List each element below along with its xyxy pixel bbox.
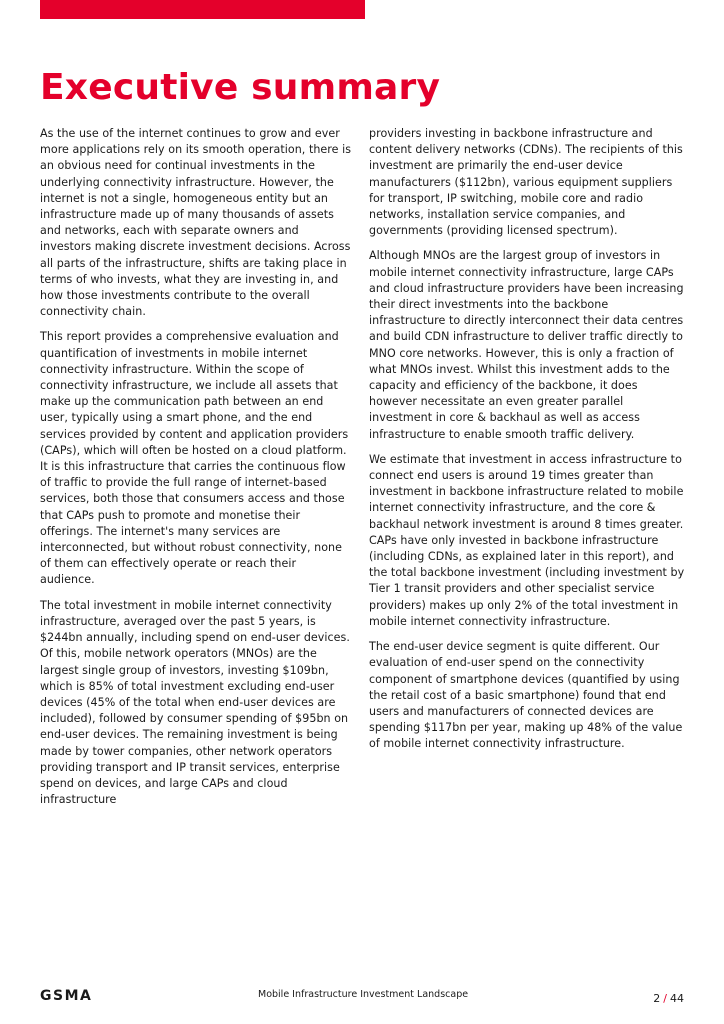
page-number <box>653 992 684 1005</box>
page-title: Executive summary <box>40 67 441 108</box>
paragraph: The end-user device segment is quite different. Our evaluation of end-user spend on the connectivity component of smartphone devices (quantified by using the retail cost of a basic smartphone) found that end users and manufacturers of connected devices are spending $117bn per year, making up 48% of the value of mobile internet connectivity infrastructure. <box>369 640 683 751</box>
left-column <box>40 126 352 817</box>
paragraph: The total investment in mobile internet connectivity infrastructure, averaged over the past 5 years, is $244bn annually, including spend on end-user devices. Of this, mobile network operators (MNOs) are the largest single group of investors, investing $109bn, which is 85% of total investment excluding end-user devices (45% of the total when end-user devices are included), followed by consumer spending of $95bn on end-user devices. The remaining investment is being made by tower companies, other network operators providing transport and IP transit services, enterprise spend on devices, and large CAPs and cloud infrastructure <box>40 598 350 807</box>
footer-report-title: Mobile Infrastructure Investment Landscape <box>258 989 469 1000</box>
paragraph: We estimate that investment in access infrastructure to connect end users is around 19 times greater than investment in backbone infrastructure related to mobile internet connectivity infrastructure, and the core & backhaul network investment is around 8 times greater. CAPs have only invested in backbone infrastructure (including CDNs, as explained later in this report), and the total backbone investment (including investment by Tier 1 transit providers and other specialist service providers) makes up only 2% of the total investment in mobile internet connectivity infrastructure. <box>369 452 685 628</box>
paragraph: providers investing in backbone infrastructure and content delivery networks (CDNs). The recipients of this investment are primarily the end-user device manufacturers ($112bn), various equipment suppliers for transport, IP switching, mobile core and radio networks, installation service companies, and governments (providing licensed spectrum). <box>369 127 683 238</box>
page-total: 44 <box>670 992 684 1005</box>
paragraph: Although MNOs are the largest group of investors in mobile internet connectivity infrastructure, large CAPs and cloud infrastructure providers have been increasing their direct investments into the backbone infrastructure to directly interconnect their data centres and build CDN infrastructure to deliver traffic directly to MNO core networks. However, this is only a fraction of what MNOs invest. Whilst this investment adds to the capacity and efficiency of the backbone, it does however necessitate an even greater parallel investment in core & backhaul as well as access infrastructure to enable smooth traffic delivery. <box>369 249 684 441</box>
paragraph: As the use of the internet continues to grow and ever more applications rely on its smooth operation, there is an obvious need for continual investments in the underlying connectivity infrastructure. However, the internet is not a single, homogeneous entity but an infrastructure made up of many thousands of assets and networks, each with separate owners and investors making discrete investment decisions. Across all parts of the infrastructure, shifts are taking place in terms of who invests, what they are investing in, and how those investments contribute to the overall connectivity chain. <box>40 127 352 319</box>
page-separator: / <box>663 992 667 1005</box>
top-accent-bar <box>40 0 365 19</box>
paragraph: This report provides a comprehensive evaluation and quantification of investments in mobile internet connectivity infrastructure. Within the scope of connectivity infrastructure, we include all assets that make up the communication path between an end user, typically using a smart phone, and the end services provided by content and application providers (CAPs), which will often be hosted on a cloud platform. It is this infrastructure that carries the continuous flow of traffic to provide the full range of internet-based services, both those that consumers access and those that CAPs push to promote and monetise their offerings. The internet's many services are interconnected, but without robust connectivity, none of them can effectively operate or reach their audience. <box>40 330 349 587</box>
page-current: 2 <box>653 992 661 1005</box>
right-column <box>369 126 685 762</box>
gsma-logo: GSMA <box>40 988 93 1004</box>
